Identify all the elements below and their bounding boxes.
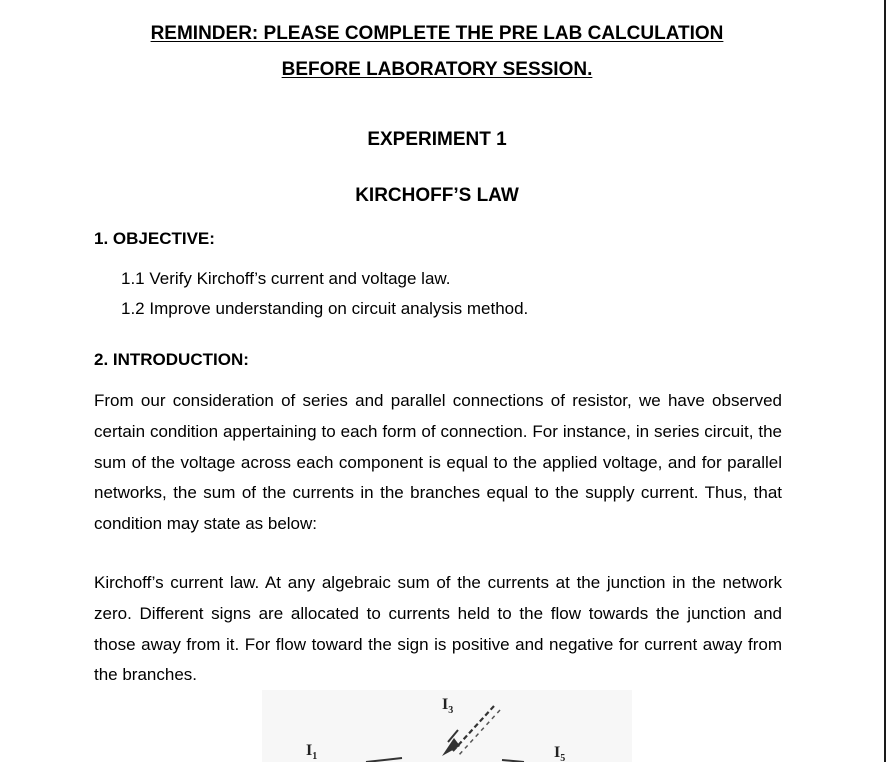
- arrowhead-icon: [442, 738, 460, 756]
- objective-heading: 1. OBJECTIVE:: [94, 229, 215, 248]
- objective-item: 1.2 Improve understanding on circuit analysis method.: [121, 299, 529, 318]
- experiment-number: EXPERIMENT 1: [367, 129, 507, 150]
- introduction-paragraph-2: Kirchoff’s current law. At any algebraic sum of the currents at the junction in the network zero. Different signs are allocated to currents held to the flow towards the junction and those away from it. For flow toward the sign is positive and negative for current away from the branches.: [94, 573, 782, 685]
- introduction-paragraph-1: From our consideration of series and parallel connections of resistor, we have observed certain condition appertaining to each form of connection. For instance, in series circuit, the sum of the voltage across each component is equal to the applied voltage, and for parallel networks, the sum of the currents in the branches equal to the supply current. Thus, that condition may state as below:: [94, 391, 782, 534]
- current-label-i1: $I_1$: [306, 742, 318, 762]
- experiment-title: KIRCHOFF’S LAW: [355, 185, 519, 206]
- reminder-line-1: REMINDER: PLEASE COMPLETE THE PRE LAB CALCULATION: [150, 23, 724, 44]
- current-arrow-shaft: [458, 710, 500, 756]
- introduction-heading: 2. INTRODUCTION:: [94, 350, 249, 369]
- current-label-i5: $I_5$: [554, 744, 566, 762]
- reminder-line-2: BEFORE LABORATORY SESSION.: [281, 59, 593, 80]
- kirchhoff-junction-figure: [262, 690, 632, 762]
- objective-item: 1.1 Verify Kirchoff’s current and voltage law.: [121, 269, 451, 288]
- current-label-i3: $I_3$: [442, 696, 454, 717]
- branch-line: [366, 758, 402, 762]
